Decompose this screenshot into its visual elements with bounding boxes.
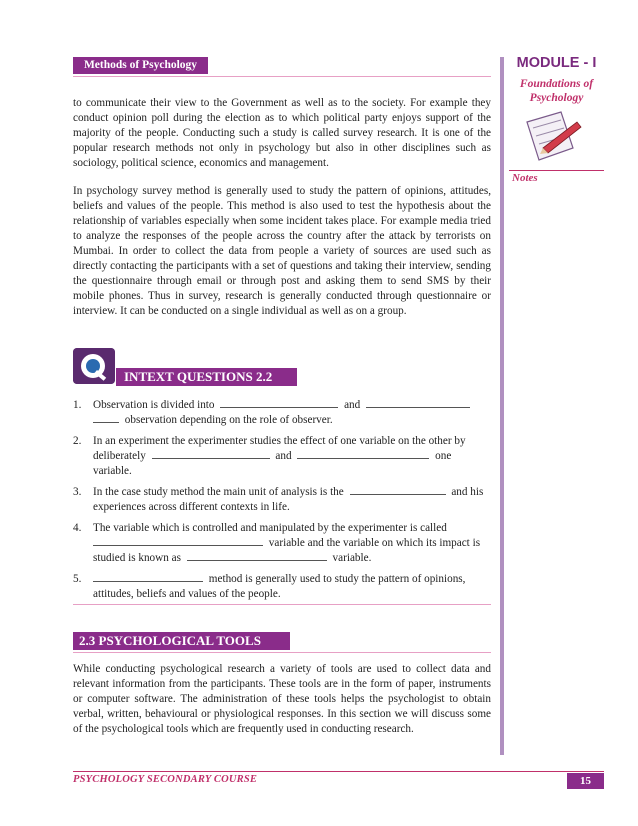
- course-title: PSYCHOLOGY SECONDARY COURSE: [73, 774, 258, 785]
- answer-blank: [93, 572, 203, 582]
- question-item: [73, 521, 491, 566]
- answer-blank: [152, 449, 270, 459]
- question-text: In the case study method the main unit of analysis is the: [93, 486, 344, 498]
- question-item: [73, 398, 491, 428]
- intext-questions-heading: INTEXT QUESTIONS 2.2: [116, 368, 297, 386]
- questions-rule: [73, 604, 491, 605]
- question-text: The variable which is controlled and manipulated by the experimenter is called: [93, 522, 447, 534]
- intext-questions-icon: [73, 348, 115, 384]
- chapter-tag: Methods of Psychology: [73, 57, 208, 74]
- question-number: 2.: [73, 435, 82, 447]
- question-item: [73, 572, 491, 602]
- question-number: 1.: [73, 399, 82, 411]
- question-text: method is generally used to study the pattern of opinions, attitudes, beliefs and values of the people.: [93, 573, 466, 600]
- question-text: variable and the variable on which its impact is studied is known as: [93, 537, 481, 564]
- notes-pad-icon: [521, 108, 585, 164]
- answer-blank: [93, 536, 263, 546]
- section-heading: 2.3 PSYCHOLOGICAL TOOLS: [73, 632, 290, 650]
- answer-blank: [366, 398, 470, 408]
- paragraph-psychological-tools: While conducting psychological research a variety of tools are used to collect data and relevant information from the participants. These tools are in the form of paper, instruments or computer software. The administration of these tools helps the psychologist to obtain verbal, written, behavioural or physiological responses. In this section we will discuss some of the psychological tools which are frequently used in conducting research.: [73, 663, 491, 735]
- page-number: 15: [567, 773, 604, 789]
- question-text: observation depending on the role of observer.: [124, 414, 333, 426]
- question-number: 4.: [73, 522, 82, 534]
- question-number: 5.: [73, 573, 82, 585]
- intext-question-list: [73, 398, 491, 608]
- question-text: variable.: [332, 552, 372, 564]
- question-item: [73, 485, 491, 515]
- section-rule: [73, 652, 491, 653]
- question-text: one variable.: [93, 450, 452, 477]
- module-subtitle-line1: Foundations of: [519, 78, 594, 90]
- answer-blank: [297, 449, 429, 459]
- answer-blank: [220, 398, 338, 408]
- notes-label: Notes: [512, 172, 538, 184]
- question-number: 3.: [73, 486, 82, 498]
- answer-blank: [93, 413, 119, 423]
- question-text: Observation is divided into: [93, 399, 215, 411]
- margin-rule: [500, 57, 504, 755]
- notes-rule: [509, 170, 604, 171]
- paragraph-survey-intro: to communicate their view to the Government as well as to the society. For example they conduct opinion poll during the election as to which political party enjoys support of the majority of the people. Conducting such a study is called survey research. It is one of the popular research methods not only in psychology but also in other disciplines such as sociology, political science, economics and management.: [73, 97, 491, 169]
- answer-blank: [187, 551, 327, 561]
- question-text: In an experiment the experimenter studies the effect of one variable on the other by deliberately: [93, 435, 466, 462]
- module-label: MODULE - I: [516, 55, 597, 71]
- answer-blank: [350, 485, 446, 495]
- module-subtitle-line2: Psychology: [529, 92, 584, 104]
- question-text: and: [344, 399, 361, 411]
- question-text: and: [275, 450, 292, 462]
- question-text: and his experiences across different contexts in life.: [93, 486, 484, 513]
- paragraph-survey-method: In psychology survey method is generally used to study the pattern of opinions, attitudes, beliefs and values of the people. This method is also used to test the hypothesis about the relationship of variables especially when some incident takes place. For example media tried to analyze the responses of the people across the country after the attack by terrorists on Mumbai. In order to collect the data from people a variety of sources are used such as directly contacting the participants with a set of questions and taking their interview, sending the questionnaire through email or through post and asking them to send SMS by their mobile phones. Thus in survey, research is generally conducted through questionnaire or interview. It can be conducted on a single individual as well as on a group.: [73, 185, 491, 317]
- footer-rule: [73, 771, 604, 772]
- question-item: [73, 434, 491, 479]
- module-subtitle: [509, 77, 604, 105]
- header-rule: [73, 76, 491, 77]
